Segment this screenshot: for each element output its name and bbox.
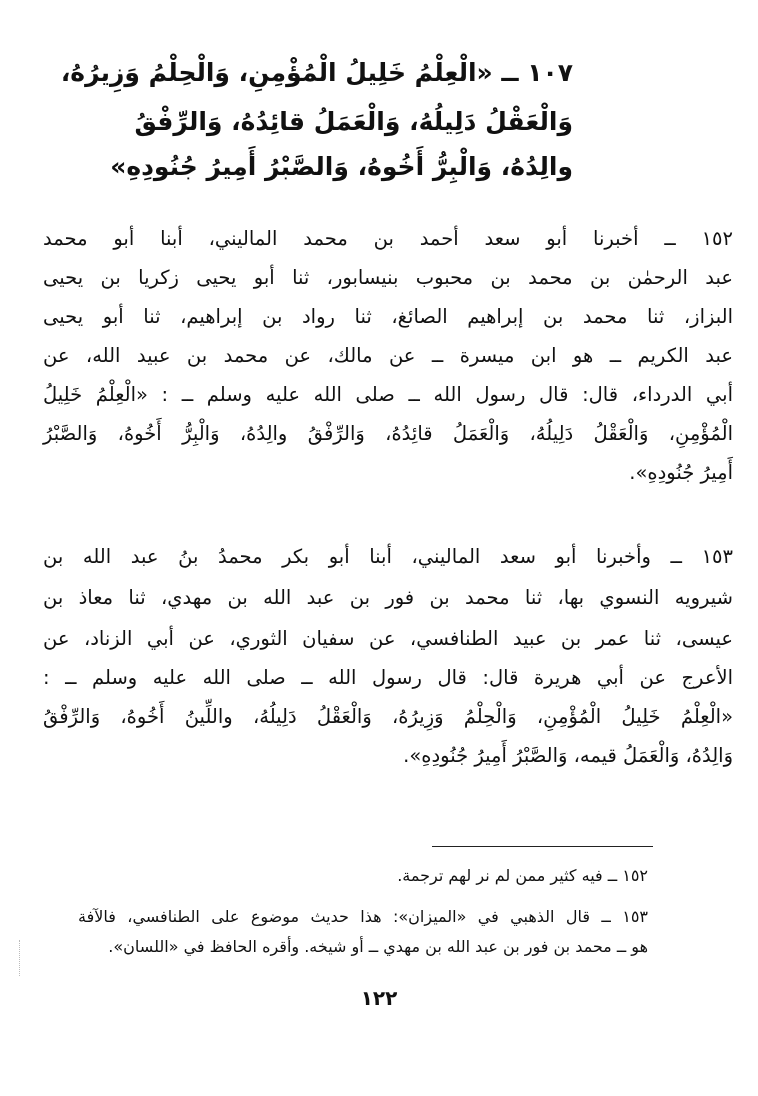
hadith-152-line-7: أَمِيرُ جُنُودِهِ». (629, 461, 733, 484)
hadith-153-line-2: شيرويه النسوي بها، ثنا محمد بن فور بن عبد الله بن مهدي، ثنا معاذ بن (43, 586, 733, 609)
main-hadith-line-3: والِدُهُ، وَالْبِرُّ أَخُوهُ، وَالصَّبْرُ أَمِيرُ جُنُودِهِ» (110, 152, 573, 181)
hadith-153-line-5: «الْعِلْمُ خَلِيلُ الْمُؤْمِنِ، وَالْحِلْمُ وَزِيرُهُ، وَالْعَقْلُ دَلِيلُهُ، واللِّينُ أَخُوهُ، وَالرِّفْقُ (43, 705, 733, 728)
page-number: ١٢٢ (360, 986, 398, 1010)
hadith-153-line-4: الأعرج عن أبي هريرة قال: قال رسول الله ــ صلى الله عليه وسلم ــ : (43, 666, 733, 689)
main-hadith-line-2: وَالْعَقْلُ دَلِيلُهُ، وَالْعَمَلُ قائِدُهُ، وَالرِّفْقُ (134, 107, 573, 136)
hadith-152-line-2: عبد الرحمٰن بن محمد بن محبوب بنيسابور، ثنا أبو يحيى زكريا بن يحيى (43, 266, 733, 289)
scan-margin-mark (19, 940, 20, 976)
footnote-separator (432, 846, 653, 847)
hadith-152-line-1: ١٥٢ ــ أخبرنا أبو سعد أحمد بن محمد الماليني، أبنا أبو محمد (43, 227, 733, 250)
hadith-153-line-1: ١٥٣ ــ وأخبرنا أبو سعد الماليني، أبنا أبو بكر محمدُ بنُ عبد الله بن (43, 545, 733, 568)
hadith-152-line-5: أبي الدرداء، قال: قال رسول الله ــ صلى الله عليه وسلم ــ : «الْعِلْمُ خَلِيلُ (43, 383, 733, 406)
main-hadith-line-1: ١٠٧ ــ «الْعِلْمُ خَلِيلُ الْمُؤْمِنِ، وَالْحِلْمُ وَزِيرُهُ، (60, 58, 573, 87)
hadith-152-line-4: عبد الكريم ــ هو ابن ميسرة ــ عن مالك، عن محمد بن عبيد الله، عن (43, 344, 733, 367)
hadith-153-line-3: عيسى، ثنا عمر بن عبيد الطنافسي، عن سفيان الثوري، عن أبي الزناد، عن (43, 627, 733, 650)
hadith-152-line-6: الْمُؤْمِنِ، وَالْعَقْلُ دَلِيلُهُ، وَالْعَمَلُ قائِدُهُ، وَالرِّفْقُ والِدُهُ، وَالْبِرُّ أَخُوهُ، وَالصَّبْرُ (43, 422, 733, 445)
footnote-153-line-2: هو ــ محمد بن فور بن عبد الله بن مهدي ــ أو شيخه. وأقره الحافظ في «اللسان». (108, 937, 648, 956)
hadith-152-line-3: البزاز، ثنا محمد بن إبراهيم الصائغ، ثنا رواد بن إبراهيم، ثنا أبو يحيى (43, 305, 733, 328)
footnote-152: ١٥٢ ــ فيه كثير ممن لم نر لهم ترجمة. (397, 866, 648, 885)
hadith-153-line-6: وَالِدُهُ، وَالْعَمَلُ قيمه، وَالصَّبْرُ أَمِيرُ جُنُودِهِ». (403, 744, 733, 767)
footnote-153-line-1: ١٥٣ ــ قال الذهبي في «الميزان»: هذا حديث موضوع على الطنافسي، فالآفة (78, 907, 648, 926)
